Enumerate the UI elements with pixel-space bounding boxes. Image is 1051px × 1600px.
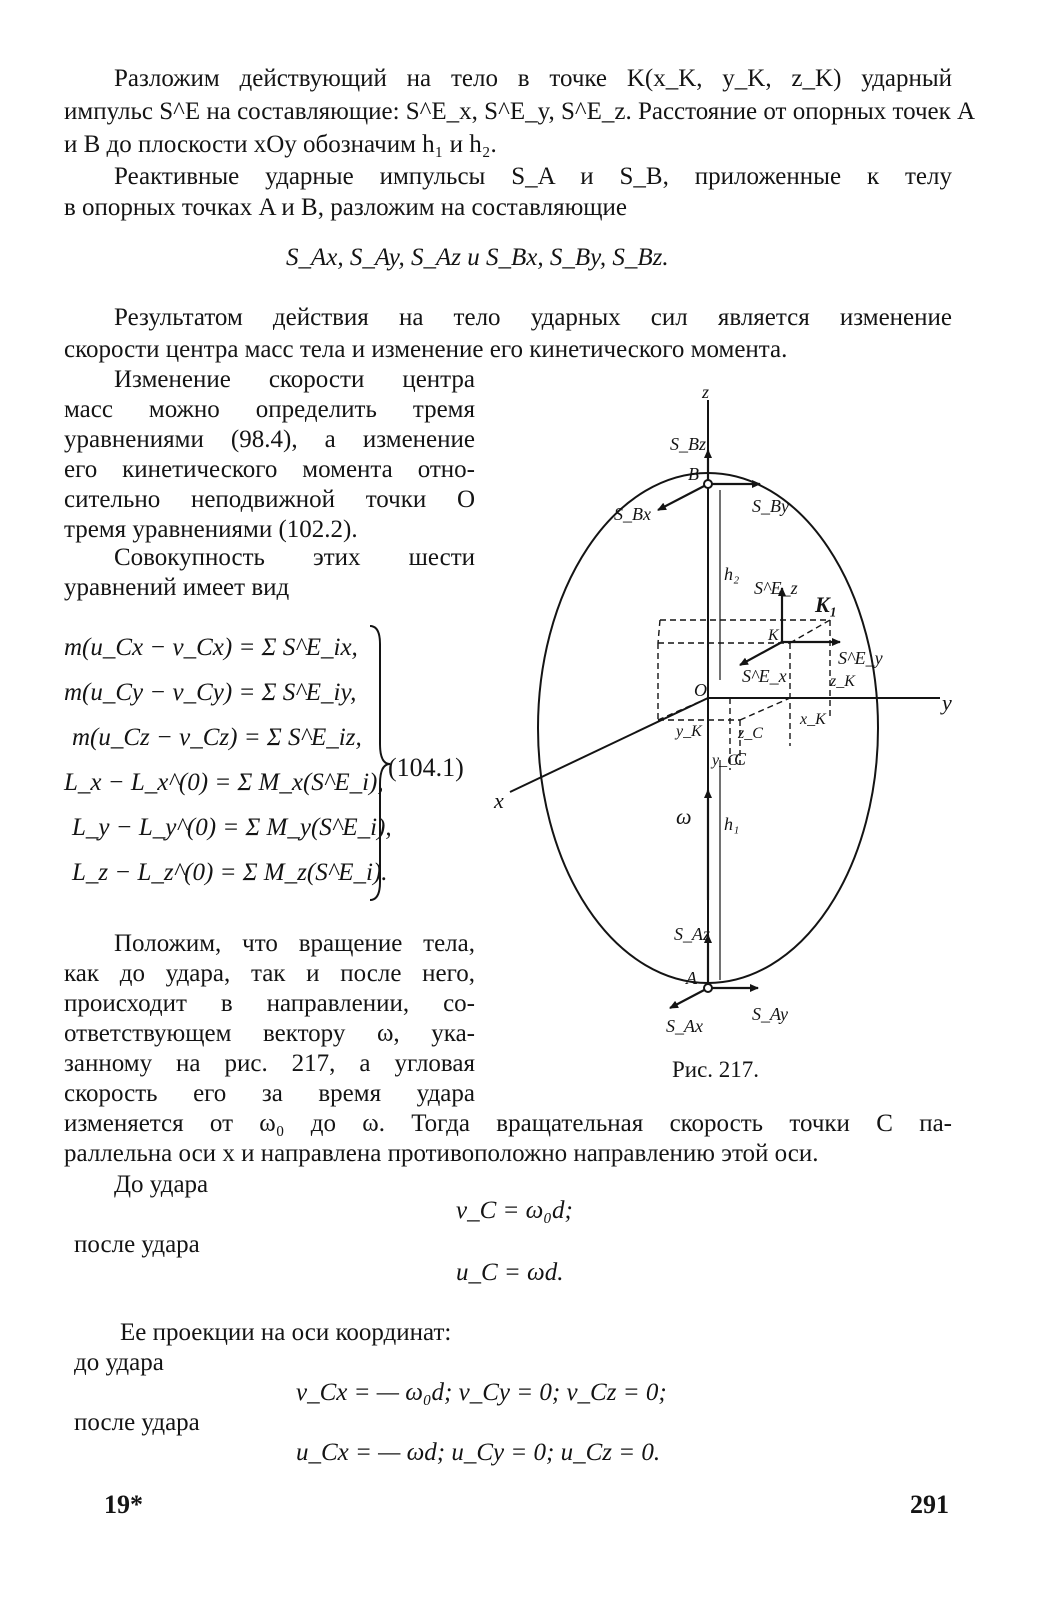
p6-line-7: изменяется от ω₀ до ω. Тогда вращательная скорость точки C па-	[64, 1110, 952, 1137]
p6-line-4: ответствующем вектору ω, ука-	[64, 1020, 475, 1047]
label-sex: S^E_x	[742, 666, 787, 686]
projections-intro: Ее проекции на оси координат:	[120, 1319, 452, 1346]
eq-proj-after: u_Cx = — ωd; u_Cy = 0; u_Cz = 0.	[296, 1439, 661, 1466]
after-label: после удара	[74, 1231, 200, 1258]
system-eq-1: m(u_Cx − v_Cx) = Σ S^E_ix,	[64, 634, 358, 661]
x-axis	[510, 698, 708, 792]
point-a	[704, 984, 712, 992]
label-yk: y_K	[676, 723, 702, 740]
label-sez: S^E_z	[754, 578, 798, 598]
p6-line-6: скорость его за время удара	[64, 1080, 475, 1107]
p6-line-5: занному на рис. 217, а угловая	[64, 1050, 475, 1077]
p4-line-3: уравнениями (98.4), а изменение	[64, 426, 475, 453]
p3-line-1: Результатом действия на тело ударных сил является изменение	[114, 304, 952, 331]
sex-arrow	[740, 642, 782, 665]
p4-line-4: его кинетического момента отно-	[64, 456, 475, 483]
label-z: z	[702, 382, 710, 402]
label-y: y	[942, 690, 952, 715]
p4-line-1: Изменение скорости центра	[114, 366, 475, 393]
label-k1: K₁	[815, 592, 838, 617]
eq-after: u_C = ωd.	[456, 1259, 564, 1286]
p5-line-1: Совокупность этих шести	[114, 544, 475, 571]
before-label-2: до удара	[74, 1349, 164, 1376]
label-k: K	[768, 627, 779, 644]
p4-line-6: тремя уравнениями (102.2).	[64, 516, 358, 543]
label-zc: z_C	[738, 725, 763, 742]
label-sax: S_Ax	[666, 1016, 703, 1036]
p1-line-3: и B до плоскости xOy обозначим h₁ и h₂.	[64, 131, 497, 158]
sax-arrow	[670, 988, 708, 1008]
label-a: A	[686, 968, 697, 988]
p4-line-2: масс можно определить тремя	[64, 396, 475, 423]
label-sby: S_By	[752, 496, 789, 516]
signature-mark: 19*	[104, 1490, 143, 1519]
label-c: C	[734, 749, 747, 769]
p1-line-1: Разложим действующий на тело в точке K(x_K, y_K, z_K) ударный	[114, 65, 952, 92]
label-sey: S^E_y	[838, 648, 883, 668]
label-h2: h₂	[724, 564, 740, 584]
figure-caption: Рис. 217.	[672, 1057, 760, 1082]
eq-proj-before: v_Cx = — ω₀d; v_Cy = 0; v_Cz = 0;	[296, 1379, 667, 1406]
components-line: S_Ax, S_Ay, S_Az и S_Bx, S_By, S_Bz.	[286, 244, 669, 271]
p6-line-3: происходит в направлении, со-	[64, 990, 475, 1017]
label-zk: z_K	[830, 673, 855, 690]
sbx-arrow	[658, 484, 708, 510]
p6-line-8: раллельна оси x и направлена противоположно направлению этой оси.	[64, 1140, 819, 1167]
label-say: S_Ay	[752, 1004, 788, 1024]
point-b	[704, 480, 712, 488]
label-sbx: S_Bx	[614, 504, 651, 524]
label-h1: h₁	[724, 814, 740, 834]
label-saz: S_Az	[674, 924, 710, 944]
eq-before: v_C = ω₀d;	[456, 1197, 573, 1224]
p5-line-2: уравнений имеет вид	[64, 574, 290, 601]
before-label: До удара	[114, 1171, 209, 1198]
p4-line-5: сительно неподвижной точки O	[64, 486, 475, 513]
label-xk: x_K	[800, 711, 826, 728]
p6-line-2: как до удара, так и после него,	[64, 960, 475, 987]
p1-line-2: импульс S^E на составляющие: S^E_x, S^E_y, S^E_z. Расстояние от опорных точек A	[64, 98, 976, 125]
label-sbz: S_Bz	[670, 434, 706, 454]
label-yc: y_C	[712, 752, 738, 769]
p6-line-1: Положим, что вращение тела,	[114, 930, 475, 957]
p3-line-2: скорости центра масс тела и изменение его кинетического момента.	[64, 336, 788, 363]
system-eq-4: L_x − L_x^(0) = Σ M_x(S^E_i),	[64, 769, 384, 796]
label-o: O	[694, 680, 707, 700]
page-number: 291	[910, 1490, 949, 1519]
p2-line-1: Реактивные ударные импульсы S_A и S_B, приложенные к телу	[114, 163, 952, 190]
label-x: x	[494, 788, 504, 813]
label-omega: ω	[676, 804, 692, 829]
equation-number: (104.1)	[388, 753, 464, 782]
system-eq-3: m(u_Cz − v_Cz) = Σ S^E_iz,	[72, 724, 362, 751]
system-eq-5: L_y − L_y^(0) = Σ M_y(S^E_i),	[72, 814, 392, 841]
system-eq-6: L_z − L_z^(0) = Σ M_z(S^E_i).	[72, 859, 388, 886]
p2-line-2: в опорных точках A и B, разложим на составляющие	[64, 194, 627, 221]
label-b: B	[688, 464, 699, 484]
system-eq-2: m(u_Cy − v_Cy) = Σ S^E_iy,	[64, 679, 357, 706]
after-label-2: после удара	[74, 1409, 200, 1436]
figure-217	[490, 380, 980, 1060]
